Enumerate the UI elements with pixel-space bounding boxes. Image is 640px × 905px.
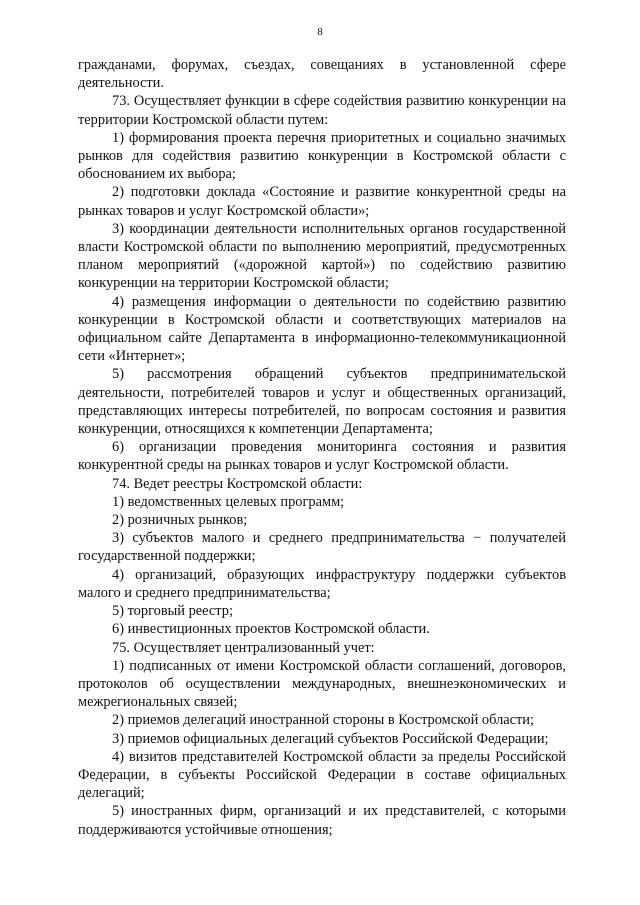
paragraph: 75. Осуществляет централизованный учет: [112, 639, 375, 656]
paragraph: 2) приемов делегаций иностранной стороны в Костромской области; [112, 712, 535, 729]
page-number: 8 [317, 26, 323, 38]
paragraph: 3) координации деятельности исполнительных органов государственной власти Костромской области по выполнению мероприятий, предусмотренных планом мероприятий («дорожной картой») по содействию развитию конкуренции на территории Костромской области; [78, 220, 566, 292]
paragraph: 74. Ведет реестры Костромской области: [112, 475, 363, 492]
paragraph: 4) размещения информации о деятельности по содействию развитию конкуренции в Костромской области и соответствующих материалов на официальном сайте Департамента в информационно-телекоммуникационной сети «Интернет»; [78, 293, 566, 365]
paragraph: 6) организации проведения мониторинга состояния и развития конкурентной среды на рынках товаров и услуг Костромской области. [78, 439, 566, 474]
paragraph: 3) субъектов малого и среднего предпринимательства − получателей государственной поддержки; [78, 530, 566, 565]
paragraph: 1) подписанных от имени Костромской области соглашений, договоров, протоколов об осуществлении международных, внешнеэкономических и межрегиональных связей; [78, 657, 566, 711]
paragraph: 5) рассмотрения обращений субъектов предпринимательской деятельности, потребителей товаров и услуг и общественных организаций, представляющих интересы потребителей, по вопросам состояния и развития конкуренции, относящихся к компетенции Департамента; [78, 366, 566, 438]
paragraph: 2) розничных рынков; [112, 512, 248, 529]
paragraph: 1) формирования проекта перечня приоритетных и социально значимых рынков для содействия развитию конкуренции в Костромской области с обоснованием их выбора; [78, 129, 566, 183]
paragraph: 73. Осуществляет функции в сфере содействия развитию конкуренции на территории Костромской области путем: [78, 93, 566, 128]
paragraph: гражданами, форумах, съездах, совещаниях в установленной сфере деятельности. [78, 57, 566, 92]
paragraph: 4) организаций, образующих инфраструктуру поддержки субъектов малого и среднего предпринимательства; [78, 566, 566, 601]
paragraph: 5) торговый реестр; [112, 603, 233, 620]
paragraph: 5) иностранных фирм, организаций и их представителей, с которыми поддерживаются устойчивые отношения; [78, 803, 566, 838]
paragraph: 6) инвестиционных проектов Костромской области. [112, 621, 430, 638]
paragraph: 1) ведомственных целевых программ; [112, 493, 345, 510]
paragraph: 3) приемов официальных делегаций субъектов Российской Федерации; [112, 730, 549, 747]
paragraph: 4) визитов представителей Костромской области за пределы Российской Федерации, в субъекты Российской Федерации в составе официальных делегаций; [78, 748, 566, 802]
paragraph: 2) подготовки доклада «Состояние и развитие конкурентной среды на рынках товаров и услуг Костромской области»; [78, 184, 566, 219]
document-body [78, 56, 566, 839]
